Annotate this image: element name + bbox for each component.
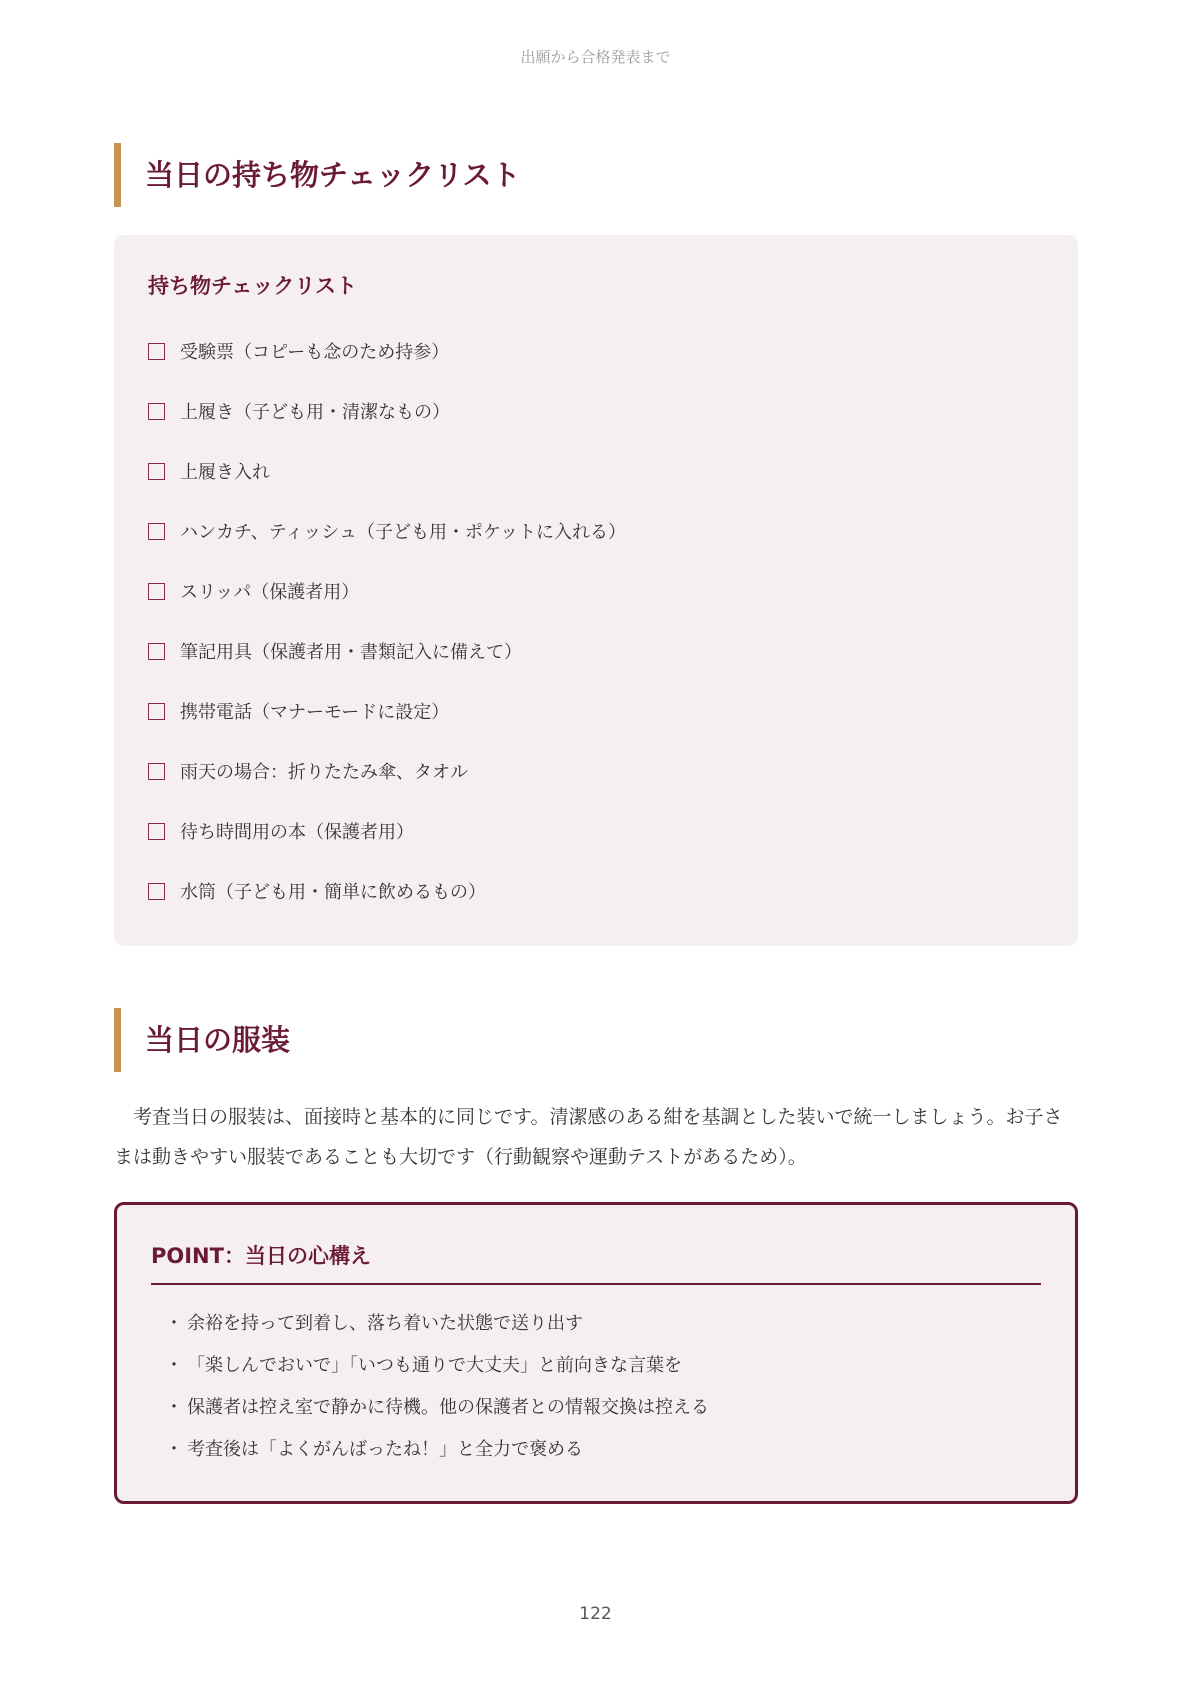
- checklist-item-label: 待ち時間用の本（保護者用）: [180, 822, 414, 843]
- point-item-text: 「楽しんでおいで」「いつも通りで大丈夫」と前向きな言葉を: [187, 1355, 682, 1376]
- checklist-item: [148, 561, 1078, 621]
- checkbox-icon[interactable]: [148, 703, 165, 720]
- checklist-item-label: 上履き（子ども用・清潔なもの）: [180, 402, 450, 423]
- point-item-text: 余裕を持って到着し、落ち着いた状態で送り出す: [187, 1313, 583, 1334]
- bullet-icon: ・: [165, 1313, 183, 1334]
- checklist-item-label: 携帯電話（マナーモードに設定）: [180, 702, 450, 723]
- point-title: POINT：当日の心構え: [151, 1239, 1041, 1285]
- checklist-item-label: 雨天の場合：折りたたみ傘、タオル: [180, 762, 468, 783]
- point-item-text: 保護者は控え室で静かに待機。他の保護者との情報交換は控える: [187, 1397, 709, 1418]
- point-list-item: [165, 1345, 1041, 1387]
- checklist-item: [148, 441, 1078, 501]
- bullet-icon: ・: [165, 1355, 183, 1376]
- checklist-item: [148, 381, 1078, 441]
- checkbox-icon[interactable]: [148, 343, 165, 360]
- section-heading-checklist: 当日の持ち物チェックリスト: [114, 143, 1074, 207]
- checklist-item: [148, 741, 1078, 801]
- point-item-text: 考査後は「よくがんばったね！」と全力で褒める: [187, 1439, 583, 1460]
- checklist-item: [148, 681, 1078, 741]
- point-list-item: [165, 1429, 1041, 1471]
- checkbox-icon[interactable]: [148, 403, 165, 420]
- checklist-item-label: 受験票（コピーも念のため持参）: [180, 342, 450, 363]
- bullet-icon: ・: [165, 1439, 183, 1460]
- checklist-items: [148, 321, 1078, 921]
- checklist-item: [148, 321, 1078, 381]
- checkbox-icon[interactable]: [148, 523, 165, 540]
- checklist-item-label: 筆記用具（保護者用・書類記入に備えて）: [180, 642, 522, 663]
- checkbox-icon[interactable]: [148, 463, 165, 480]
- checkbox-icon[interactable]: [148, 583, 165, 600]
- checklist-item: [148, 501, 1078, 561]
- page-number: 122: [579, 1604, 612, 1624]
- checkbox-icon[interactable]: [148, 823, 165, 840]
- running-header: 出願から合格発表まで: [520, 48, 671, 66]
- attire-paragraph: 考査当日の服装は、面接時と基本的に同じです。清潔感のある紺を基調とした装いで統一しましょう。お子さまは動きやすい服装であることも大切です（行動観察や運動テストがあるため）。: [114, 1106, 1063, 1168]
- checklist-item-label: 上履き入れ: [180, 462, 270, 483]
- point-list: [151, 1303, 1041, 1471]
- point-list-item: [165, 1387, 1041, 1429]
- checklist-box: [114, 235, 1078, 946]
- checklist-item-label: 水筒（子ども用・簡単に飲めるもの）: [180, 882, 486, 903]
- section-heading-attire: 当日の服装: [114, 1008, 1074, 1072]
- checklist-item: [148, 861, 1078, 921]
- checklist-item-label: スリッパ（保護者用）: [180, 582, 360, 603]
- checklist-item: [148, 801, 1078, 861]
- checklist-item-label: ハンカチ、ティッシュ（子ども用・ポケットに入れる）: [180, 522, 627, 543]
- point-list-item: [165, 1303, 1041, 1345]
- checklist-title: 持ち物チェックリスト: [148, 274, 357, 298]
- bullet-icon: ・: [165, 1397, 183, 1418]
- checkbox-icon[interactable]: [148, 883, 165, 900]
- checkbox-icon[interactable]: [148, 643, 165, 660]
- point-box: [114, 1202, 1078, 1504]
- checkbox-icon[interactable]: [148, 763, 165, 780]
- checklist-item: [148, 621, 1078, 681]
